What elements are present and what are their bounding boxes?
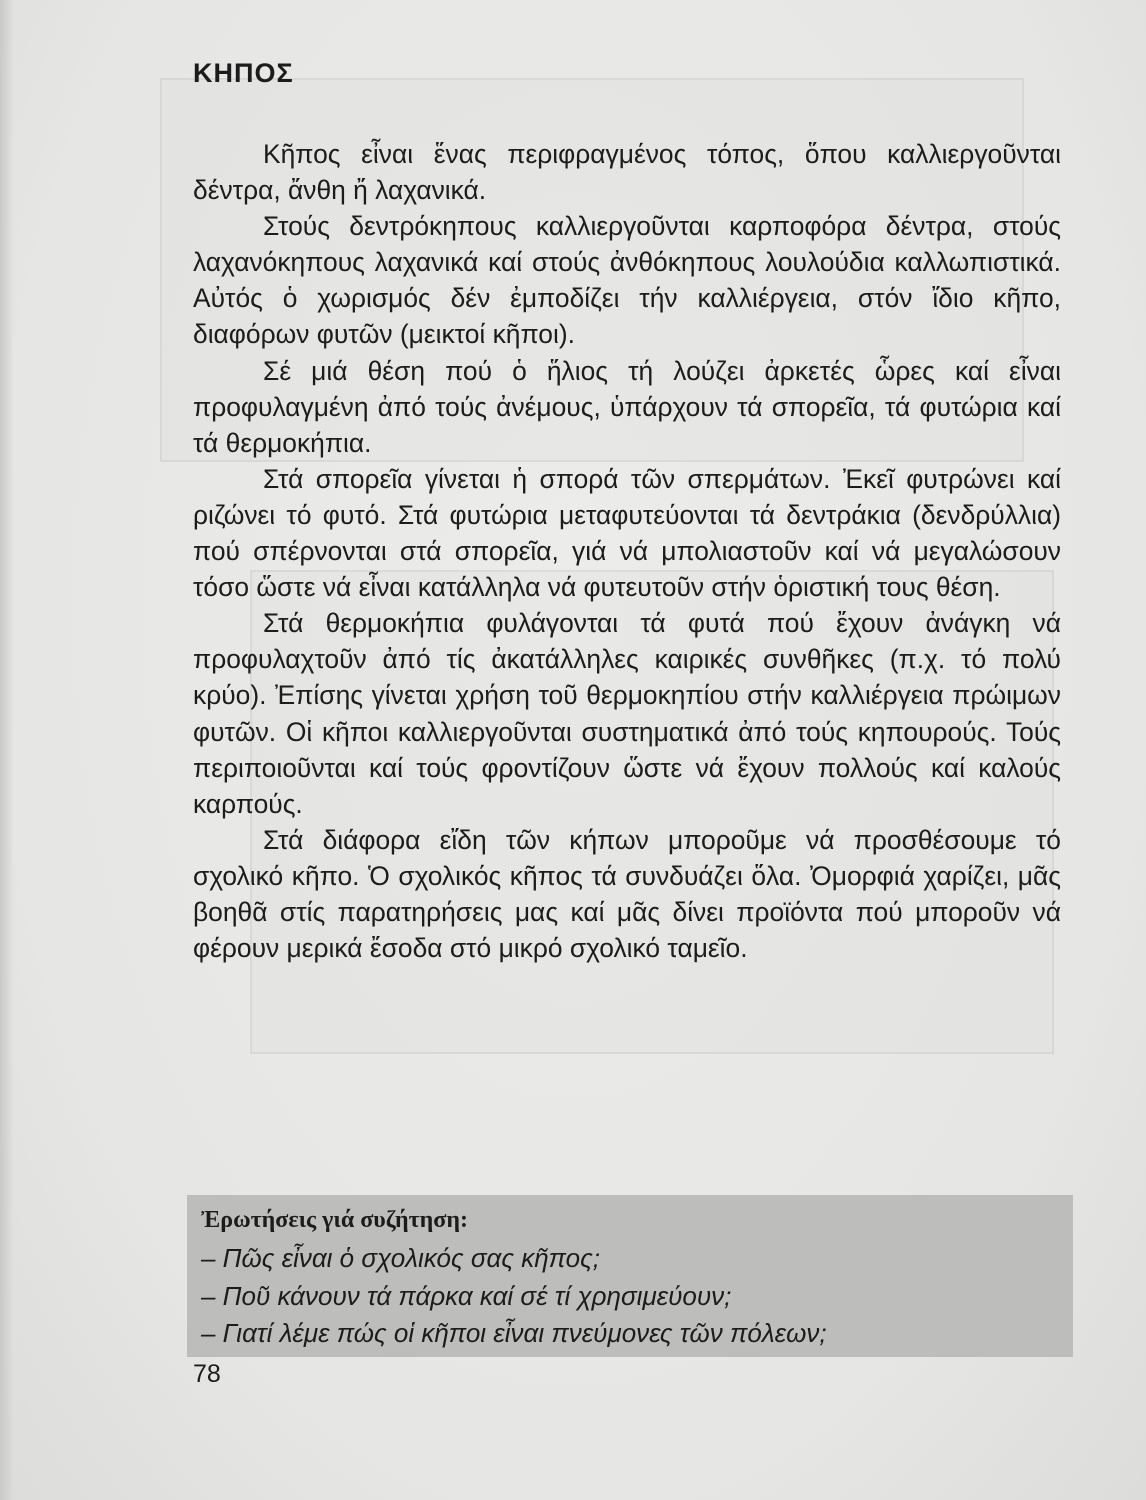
paragraph: Κῆπος εἶναι ἕνας περιφραγμένος τόπος, ὅπου καλλιεργοῦνται δέντρα, ἄνθη ἤ λαχανικά. — [193, 139, 1061, 206]
paragraph: Στά σπορεῖα γίνεται ἡ σπορά τῶν σπερμάτων. Ἐκεῖ φυτρώνει καί ριζώνει τό φυτό. Στά φυτώρια μεταφυτεύονται τά δεντράκια (δενδρύλλια) πού σπέρνονται στά σπορεῖα, γιά νά μπολιαστοῦν καί νά μεγαλώσουν τόσο ὥστε νά εἶναι κατάλληλα νά φυτευτοῦν στήν ὁριστική τους θέση. — [193, 463, 1061, 603]
questions-heading: Ἐρωτήσεις γιά συζήτηση: — [201, 1207, 468, 1233]
paragraph: Στά διάφορα εἴδη τῶν κήπων μποροῦμε νά προσθέσουμε τό σχολικό κῆπο. Ὁ σχολικός κῆπος τά συνδυάζει ὅλα. Ὀμορφιά χαρίζει, μᾶς βοηθᾶ στίς παρατηρήσεις μας καί μᾶς δίνει προϊόντα πού μποροῦν νά φέρουν μερικά ἔσοδα στό μικρό σχολικό ταμεῖο. — [193, 824, 1061, 964]
paragraph: Στά θερμοκήπια φυλάγονται τά φυτά πού ἔχουν ἀνάγκη νά προφυλαχτοῦν ἀπό τίς ἀκατάλληλες καιρικές συνθῆκες (π.χ. τό πολύ κρύο). Ἐπίσης γίνεται χρήση τοῦ θερμοκηπίου στήν καλλιέργεια πρώιμων φυτῶν. Οἱ κῆποι καλλιεργοῦνται συστηματικά ἀπό τούς κηπουρούς. Τούς περιποιοῦνται καί τούς φροντίζουν ὥστε νά ἔχουν πολλούς καί καλούς καρπούς. — [193, 608, 1061, 819]
discussion-questions-box — [187, 1195, 1073, 1357]
question-item: – Γιατί λέμε πώς οἱ κῆποι εἶναι πνεύμονες τῶν πόλεων; — [201, 1318, 827, 1348]
paragraph: Σέ μιά θέση πού ὁ ἥλιος τή λούζει ἀρκετές ὧρες καί εἶναι προφυλαγμένη ἀπό τούς ἀνέμους, ὑπάρχουν τά σπορεῖα, τά φυτώρια καί τά θερμοκήπια. — [193, 355, 1061, 458]
question-item: – Πῶς εἶναι ὁ σχολικός σας κῆπος; — [201, 1243, 601, 1273]
question-item: – Ποῦ κάνουν τά πάρκα καί σέ τί χρησιμεύουν; — [201, 1280, 732, 1311]
page-gutter-shadow — [0, 0, 14, 1500]
page-title: ΚΗΠΟΣ — [193, 58, 294, 88]
page-number: 78 — [193, 1360, 221, 1388]
paragraph: Στούς δεντρόκηπους καλλιεργοῦνται καρποφόρα δέντρα, στούς λαχανόκηπους λαχανικά καί στούς ἀνθόκηπους λουλούδια καλλωπιστικά. Αὐτός ὁ χωρισμός δέν ἐμποδίζει τήν καλλιέργεια, στόν ἴδιο κῆπο, διαφόρων φυτῶν (μεικτοί κῆποι). — [193, 211, 1061, 350]
main-text — [193, 136, 1061, 966]
